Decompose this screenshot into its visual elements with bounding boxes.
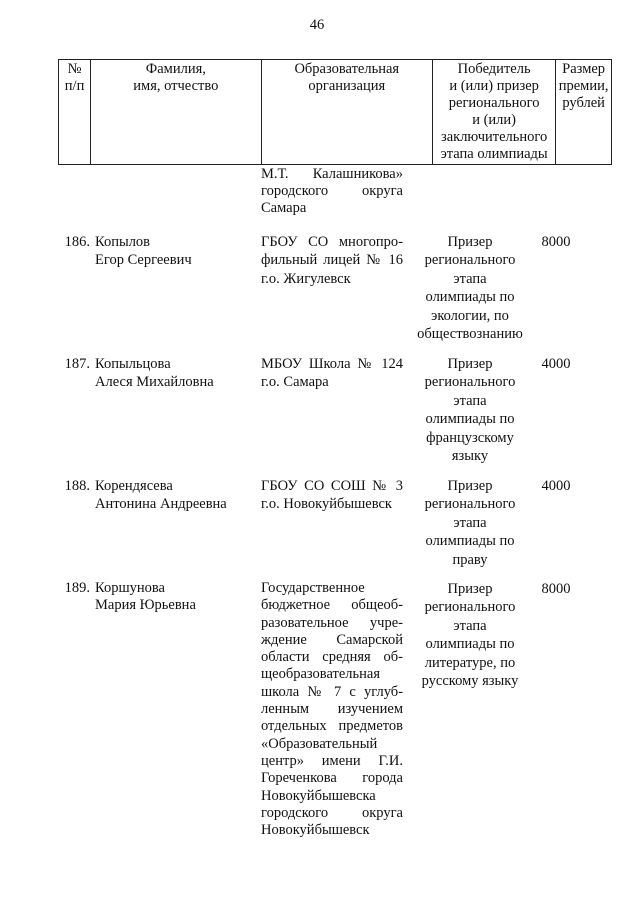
- org-line: школа № 7 с углуб-: [261, 683, 403, 700]
- row-name: [95, 355, 255, 392]
- row-award: Призер регионального этапа олимпиады по литературе, по русскому языку: [421, 581, 519, 690]
- row-number: 188.: [64, 478, 90, 494]
- name-line: Антонина Андреевна: [95, 496, 227, 513]
- org-line: Самара: [261, 200, 307, 217]
- row-name: [95, 477, 255, 514]
- page-number: 46: [309, 17, 325, 33]
- org-line: МБОУ Школа № 124: [261, 356, 403, 372]
- name-line: Копылов: [95, 234, 151, 250]
- name-line: Копыльцова: [95, 356, 171, 372]
- name-line: Егор Сергеевич: [95, 252, 192, 269]
- row-org: [261, 233, 403, 288]
- row-number: 186.: [64, 234, 90, 250]
- org-line: отдельных предметов: [261, 718, 403, 735]
- org-line: центр» имени Г.И.: [261, 752, 403, 769]
- row-name: [95, 580, 255, 615]
- org-line: ждение Самарской: [261, 631, 403, 648]
- org-line: ленным изучением: [261, 701, 403, 718]
- org-line: Новокуйбышевск: [261, 822, 370, 839]
- org-line: «Образовательный: [261, 735, 378, 752]
- row-award: Призер регионального этапа олимпиады по праву: [424, 478, 516, 568]
- header-row: [59, 60, 612, 165]
- header-name: Фамилия, имя, отчество: [91, 60, 261, 165]
- row-name: [95, 233, 255, 270]
- org-line: Государственное: [261, 580, 365, 596]
- name-line: Коршунова: [95, 580, 165, 596]
- row-prize: 4000: [541, 356, 571, 372]
- name-line: Мария Юрьевна: [95, 597, 196, 614]
- org-line: ГБОУ СО многопро-: [261, 234, 403, 250]
- name-line: Алеся Михайловна: [95, 374, 214, 391]
- row-prize: 8000: [541, 581, 571, 597]
- org-line: М.Т. Калашникова»: [261, 166, 403, 182]
- org-line: г.о. Жигулевск: [261, 270, 351, 287]
- org-line: ГБОУ СО СОШ № 3: [261, 478, 403, 494]
- org-line: разовательное учре-: [261, 614, 403, 631]
- org-line: г.о. Самара: [261, 374, 329, 391]
- org-line: г.о. Новокуйбышевск: [261, 496, 392, 513]
- row-number: 187.: [64, 356, 90, 372]
- header-award: Победитель и (или) призер регионального и (или) заключительного этапа олимпиады: [433, 60, 556, 165]
- row-org: [261, 477, 403, 514]
- row-number: 189.: [64, 580, 90, 596]
- row-award: Призер регионального этапа олимпиады по экологии, по обществознанию: [417, 234, 523, 343]
- row-org: [261, 355, 403, 392]
- org-line: щеобразовательная: [261, 666, 381, 683]
- header-prize: Размер премии, рублей: [556, 60, 612, 165]
- table-header: [58, 59, 612, 165]
- org-line: бюджетное общеоб-: [261, 597, 403, 614]
- name-line: Корендясева: [95, 478, 173, 494]
- org-line: городского округа: [261, 183, 403, 200]
- row-award: Призер регионального этапа олимпиады по французскому языку: [424, 356, 516, 465]
- org-line: области средняя об-: [261, 649, 403, 666]
- row-prize: 8000: [541, 234, 571, 250]
- header-num: № п/п: [59, 60, 91, 165]
- continuation-org: [261, 166, 403, 218]
- org-line: фильный лицей № 16: [261, 252, 403, 269]
- org-line: городского округа: [261, 804, 403, 821]
- row-org: [261, 580, 403, 839]
- header-org: Образовательная организация: [261, 60, 432, 165]
- row-prize: 4000: [541, 478, 571, 494]
- org-line: Гореченкова города: [261, 770, 403, 787]
- org-line: Новокуйбышевска: [261, 787, 376, 804]
